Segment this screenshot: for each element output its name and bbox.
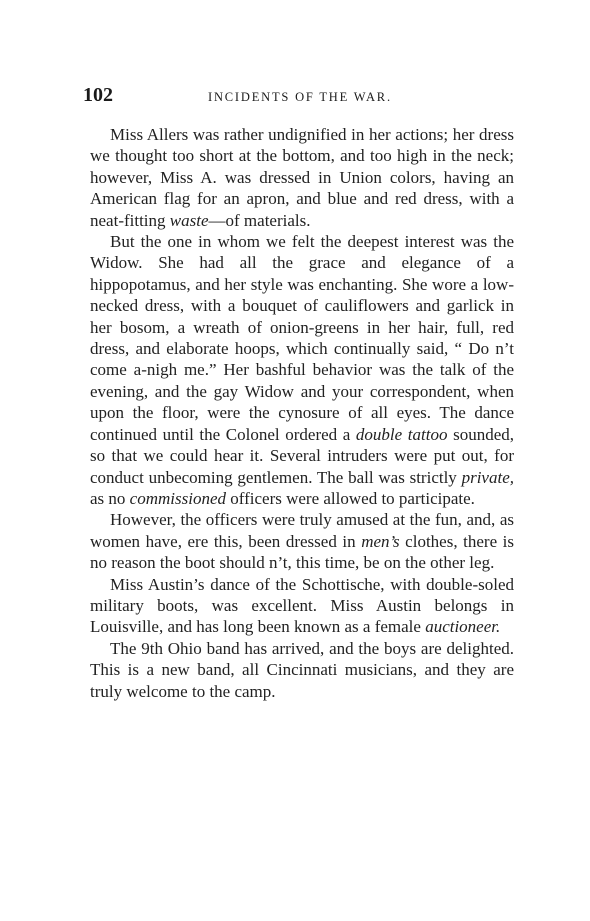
paragraph xyxy=(90,638,514,702)
paragraph xyxy=(90,124,514,231)
running-title: INCIDENTS OF THE WAR. xyxy=(208,90,392,104)
text-run: sounded, so that we could hear it. Several intruders were put out, for conduct unbecoming gentlemen. The ball was strictly xyxy=(90,424,514,487)
page-number: 102 xyxy=(83,84,113,106)
text-run: officers were allowed to participate. xyxy=(226,488,475,508)
page-header xyxy=(83,84,513,114)
text-run: as no xyxy=(90,488,130,508)
body-text xyxy=(90,124,514,702)
italic-text: auctioneer. xyxy=(425,617,501,637)
italic-text: men’s xyxy=(361,531,400,551)
text-run: clothes, there is no reason the boot should n’t, this time, be on the other leg. xyxy=(90,531,515,573)
italic-text: commissioned xyxy=(129,488,226,508)
paragraph xyxy=(90,231,514,509)
italic-text: waste xyxy=(169,210,209,230)
paragraph xyxy=(90,509,514,573)
text-run: Miss Allers was rather undignified in her actions; her dress we thought too short at the bottom, and too high in the neck; however, Miss A. was dressed in Union colors, having an American flag for an apron, and blue and red dress, with a neat-fitting xyxy=(90,125,514,230)
paragraph xyxy=(90,574,514,638)
text-run: The 9th Ohio band has arrived, and the boys are delighted. This is a new band, all Cincinnati musicians, and they are truly welcome to the camp. xyxy=(90,638,514,701)
text-run: But the one in whom we felt the deepest interest was the Widow. She had all the grace and elegance of a hippopotamus, and her style was enchanting. She wore a low-necked dress, with a bouquet of cauliflowers and garlick in her bosom, a wreath of onion-greens in her hair, full, red dress, and elaborate hoops, which continually said, “ Do n’t come a-nigh me.” Her bashful behavior was the talk of the evening, and the gay Widow and your correspondent, when upon the floor, were the cynosure of all eyes. The dance continued until the Colonel ordered a xyxy=(90,232,514,444)
text-run: —of materials. xyxy=(208,210,311,230)
italic-text: private, xyxy=(461,467,514,487)
text-run: However, the officers were truly amused at the fun, and, as women have, ere this, been dressed in xyxy=(90,510,514,551)
italic-text: double tattoo xyxy=(355,424,448,444)
text-run: Miss Austin’s dance of the Schottische, with double-soled military boots, was excellent. Miss Austin belongs in Louisville, and has long been known as a female xyxy=(90,574,514,637)
